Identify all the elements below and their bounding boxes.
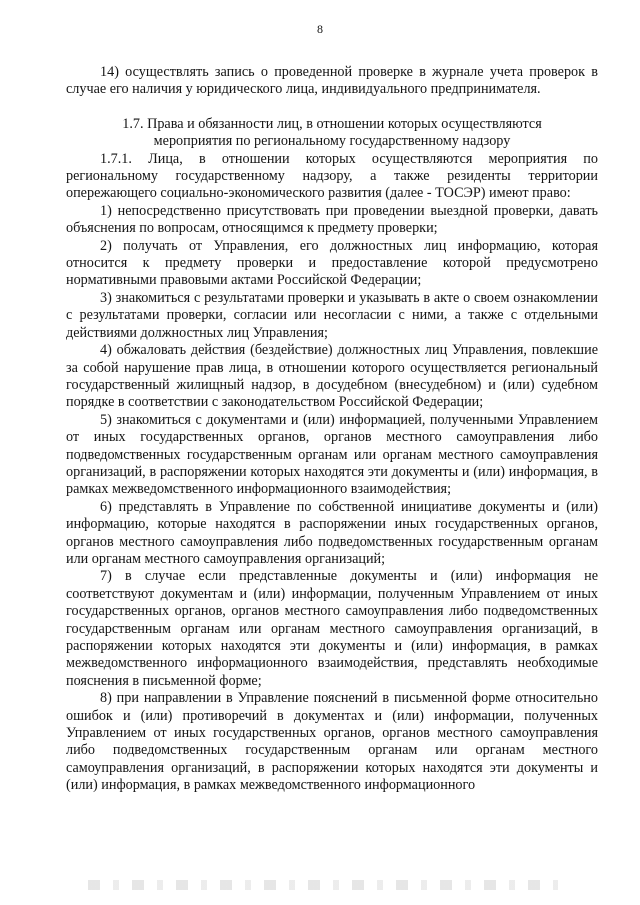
paragraph-item-14: 14) осуществлять запись о проведенной проверке в журнале учета проверок в случае его наличия у юридического лица, индивидуального предпринимателя. (66, 64, 598, 98)
section-heading: 1.7. Права и обязанности лиц, в отношении которых осуществляются мероприятия по региональному государственному надзору (122, 115, 542, 150)
page-number: 8 (317, 22, 323, 36)
paragraph-right-6: 6) представлять в Управление по собственной инициативе документы и (или) информацию, которые находятся в распоряжении иных государственных органов, органов местного самоуправления либо подведомственных государственным органам или органам местного самоуправления организаций; (66, 498, 598, 567)
document-body (66, 64, 598, 795)
paragraph-right-1: 1) непосредственно присутствовать при проведении выездной проверки, давать объяснения по вопросам, относящимся к предмету проверки; (66, 202, 598, 237)
paragraph-right-5: 5) знакомиться с документами и (или) информацией, полученными Управлением от иных государственных органов, органов местного самоуправления либо подведомственных государственным органам или органам местного самоуправления организаций, в распоряжении которых находятся эти документы и (или) информация, в рамках межведомственного информационного взаимодействия; (66, 411, 598, 498)
paragraph-1-7-1: 1.7.1. Лица, в отношении которых осуществляются мероприятия по региональному государственному надзору, а также резиденты территории опережающего социально-экономического развития (далее - ТОСЭР) имеют право: (66, 150, 598, 202)
paragraph-right-4: 4) обжаловать действия (бездействие) должностных лиц Управления, повлекшие за собой нарушение прав лица, в отношении которого осуществляется региональный государственный жилищный надзор, в досудебном (внесудебном) и (или) судебном порядке в соответствии с законодательством Российской Федерации; (66, 342, 598, 411)
paragraph-right-3: 3) знакомиться с результатами проверки и указывать в акте о своем ознакомлении с результатами проверки, согласии или несогласии с ними, а также с отдельными действиями должностных лиц Управления; (66, 289, 598, 341)
scan-artifact (88, 880, 558, 890)
paragraph-right-2: 2) получать от Управления, его должностных лиц информацию, которая относится к предмету проверки и предоставление которой предусмотрено нормативными правовыми актами Российской Федерации; (66, 237, 598, 289)
paragraph-right-8: 8) при направлении в Управление пояснений в письменной форме относительно ошибок и (или) противоречий в документах и (или) информации, полученных Управлением от иных государственных органов, органов местного самоуправления либо подведомственных государственным органам или органам местного самоуправления организаций, в распоряжении которых находятся эти документы и (или) информация, в рамках межведомственного информационного (66, 690, 598, 794)
paragraph-right-7: 7) в случае если представленные документы и (или) информация не соответствуют документам и (или) информации, полученным Управлением от иных государственных органов, органов местного самоуправления либо подведомственных государственным органам или органам местного самоуправления организаций, в распоряжении которых находятся эти документы и (или) информация, в рамках межведомственного информационного взаимодействия, представлять необходимые пояснения в письменной форме; (66, 568, 598, 689)
